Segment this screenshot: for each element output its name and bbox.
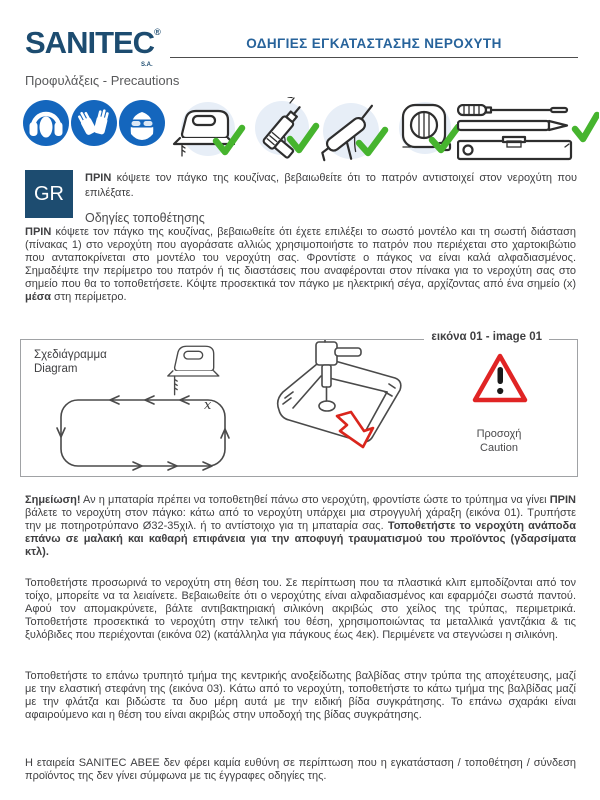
figure-01 bbox=[20, 331, 578, 477]
precautions-heading: Προφυλάξεις - Precautions bbox=[25, 73, 180, 88]
disclaimer-text: Η εταιρεία SANITEC ΑΒΕΕ δεν φέρει καμία ευθύνη σε περίπτωση που η εγκατάσταση / τοποθέτηση / σύνδεση προϊόντος της δεν γίνει σύμφωνα με τις έγγραφες οδηγίες της. bbox=[25, 757, 576, 783]
drill-icon bbox=[248, 97, 322, 161]
section-heading: Οδηγίες τοποθέτησης bbox=[85, 211, 205, 225]
sink-drilling-illustration bbox=[278, 340, 401, 447]
caution-label: Προσοχή Caution bbox=[476, 428, 522, 454]
sanitec-logo bbox=[25, 26, 175, 72]
gr-intro-bold: ΠΡΙΝ bbox=[85, 172, 112, 184]
jigsaw-small-icon bbox=[168, 346, 219, 394]
cut-start-mark: x bbox=[204, 398, 212, 413]
page-title: ΟΔΗΓΙΕΣ ΕΓΚΑΤΑΣΤΑΣΗΣ ΝΕΡΟΧΥΤΗ bbox=[246, 36, 502, 51]
tape-measure-icon bbox=[394, 100, 464, 160]
ear-protection-icon bbox=[23, 100, 69, 146]
hand-protection-icon bbox=[71, 100, 117, 146]
spirit-level-icon bbox=[458, 137, 571, 159]
figure-caption: εικόνα 01 - image 01 bbox=[424, 331, 549, 343]
paragraph-install: ΠΡΙΝ κόψετε τον πάγκο της κουζίνας, βεβαιωθείτε ότι έχετε επιλέξει το σωστό μοντέλο και τη σωστή διάσταση (πίνακας 1) στο νεροχύτη που αγοράσατε αλλιώς χρησιμοποιήστε το πατρόν που περιέχεται στο χαρτοκιβώτιο που ανταποκρίνεται στο μοντέλο του νεροχύτη σας. Φροντίστε ο πάγκος να είναι καλά αλφαδιασμένος. Σημαδέψτε την περίμετρο του πατρόν ή τις διαστάσεις που αναφέρονται στον πίνακα για το νεροχύτη σας στο σημείο που θα το τοποθετήσετε. Κόψτε προσεκτικά τον πάγκο με ηλεκτρική σέγα, αρχίζοντας από ένα σημείο (x) μέσα στη περίμετρο. bbox=[25, 226, 576, 304]
eye-protection-icon bbox=[119, 100, 165, 146]
pencil-icon bbox=[458, 121, 567, 130]
gr-intro-text: ΠΡΙΝ κόψετε τον πάγκο της κουζίνας, βεβαιωθείτε ότι το πατρόν αντιστοιχεί στον νεροχύτη που επιλέξατε. bbox=[85, 172, 577, 199]
caulk-gun-icon bbox=[313, 95, 393, 165]
caution-triangle-icon bbox=[475, 356, 525, 400]
paragraph-placement: Τοποθετήστε προσωρινά το νεροχύτη στη θέση του. Σε περίπτωση που τα πλαστικά κλιπ εμποδίζονται από τον τοίχο, μπορείτε να τα λειαίνετε. Βεβαιωθείτε ότι ο νεροχύτης είναι αλφαδιασμένος και εφαρμόζει σωστά παντού. Αφού τον απομακρύνετε, βάλτε αντιβακτηριακή σιλικόνη ακριβώς στο χείλος της τρύπας, περιμετρικά. Τοποθετήστε προσεκτικά το νεροχύτη στην τελική του θέση, χρησιμοποιώντας τα μεταλλικά γαντζάκια & τις ξυλόβιδες που περιέχονται (εικόνα 02) (κατάλληλα για πάγκους έως 4εκ). Περιμένετε να στεγνώσει η σιλικόνη. bbox=[25, 577, 576, 642]
screwdriver-pencil-level-icons bbox=[457, 104, 599, 162]
logo-text: SANITEC bbox=[25, 25, 155, 60]
jigsaw-icon bbox=[166, 97, 248, 161]
precaution-icons-row bbox=[20, 95, 580, 165]
screwdriver-icon bbox=[458, 105, 567, 115]
title-divider bbox=[170, 57, 578, 58]
paragraph-valve: Τοποθετήστε το επάνω τρυπητό τμήμα της κεντρικής ανοξείδωτης βαλβίδας στην τρύπα της αποχέτευσης, μαζί με την ελαστική στεφάνη της (εικόνα 03). Κάτω από το νεροχύτη, τοποθετήστε το κάτω τμήμα της βαλβίδας μαζί με την φλάτζα και βιδώστε τα δυο μέρη αυτά με την ειδική βίδα συγκράτησης. Το επάνω σχαράκι είναι αφαιρούμενο και η θέση του είναι ακριβώς στην υποδοχή της βίδας συγκράτησης. bbox=[25, 670, 576, 722]
diagram-label: Σχεδιάγραμμα Diagram bbox=[34, 349, 107, 375]
paragraph-note: Σημείωση! Αν η μπαταρία πρέπει να τοποθετηθεί πάνω στο νεροχύτη, φροντίστε ώστε το τρύπημα να γίνει ΠΡΙΝ βάλετε το νεροχύτη στον πάγκο: κάτω από το νεροχύτη υπάρχει μια στρογγυλή χάραξη (εικόνα 01). Τρυπήστε την με ποτηροτρύπανο Ø32-35χιλ. ή το αντίστοιχο για τη μπαταρία σας. Τοποθετήστε το νεροχύτη ανάποδα επάνω σε μαλακή και καθαρή επιφάνεια για την αποφυγή τραυματισμού του προϊόντος (γδαρσίματα κτλ). bbox=[25, 494, 576, 559]
language-badge: GR bbox=[25, 170, 73, 218]
logo-sa-text: S.A. bbox=[141, 62, 153, 68]
registered-mark: ® bbox=[154, 27, 161, 37]
